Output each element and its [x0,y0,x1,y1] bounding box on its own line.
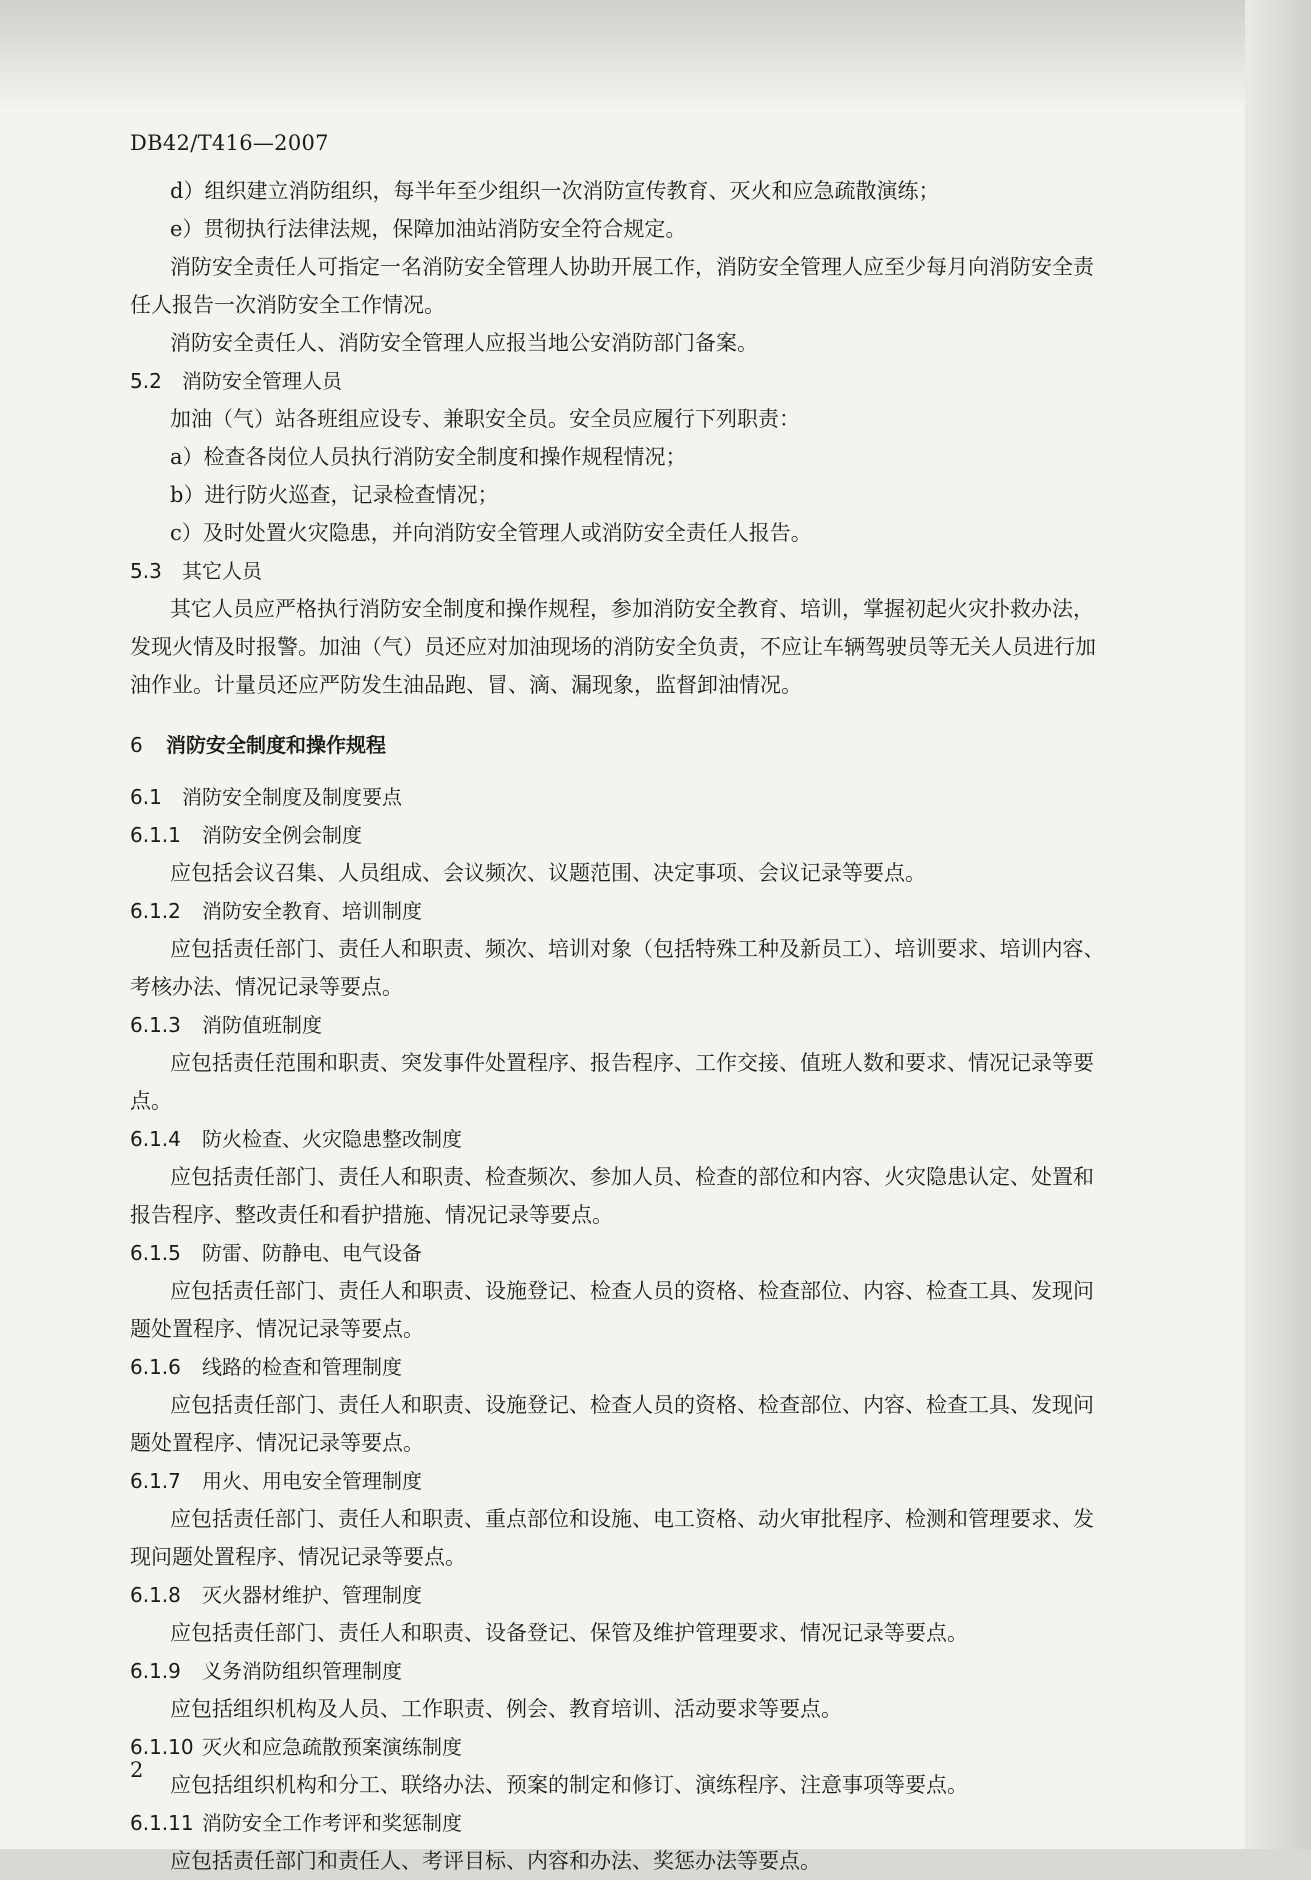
section-number: 6.1.1 [130,823,181,847]
paragraph-line: 油作业。计量员还应严防发生油品跑、冒、滴、漏现象，监督卸油情况。 [130,673,802,697]
section-number: 6.1.6 [130,1355,181,1379]
section-number: 5.2 [130,369,162,393]
section-number: 6.1.3 [130,1013,181,1037]
section-title: 用火、用电安全管理制度 [202,1469,422,1493]
section-heading [130,892,1210,930]
section-title: 线路的检查和管理制度 [202,1355,402,1379]
paragraph-line: d）组织建立消防组织，每半年至少组织一次消防宣传教育、灭火和应急疏散演练； [170,179,940,203]
section-title: 消防安全工作考评和奖惩制度 [202,1811,462,1835]
section-heading [130,816,1210,854]
paragraph-line: 任人报告一次消防安全工作情况。 [130,293,445,317]
paragraph-line: 应包括责任范围和职责、突发事件处置程序、报告程序、工作交接、值班人数和要求、情况记录等要 [170,1051,1094,1075]
section-heading [130,1006,1210,1044]
paragraph-line: e）贯彻执行法律法规，保障加油站消防安全符合规定。 [170,217,687,241]
paragraph-line: 其它人员应严格执行消防安全制度和操作规程，参加消防安全教育、培训，掌握初起火灾扑救办法， [170,597,1094,621]
paragraph-line: 消防安全责任人、消防安全管理人应报当地公安消防部门备案。 [170,331,758,355]
paragraph-line: 应包括责任部门、责任人和职责、设施登记、检查人员的资格、检查部位、内容、检查工具、发现问 [170,1393,1094,1417]
scan-shadow [0,0,1245,110]
paragraph-line: 加油（气）站各班组应设专、兼职安全员。安全员应履行下列职责： [170,407,800,431]
section-heading [130,1652,1210,1690]
page-number: 2 [130,1758,144,1782]
section-number: 6.1.10 [130,1735,194,1759]
document-body [130,172,1210,1880]
section-heading [130,1804,1210,1842]
section-number: 6.1.2 [130,899,181,923]
paragraph-line: 应包括责任部门、责任人和职责、设施登记、检查人员的资格、检查部位、内容、检查工具、发现问 [170,1279,1094,1303]
section-heading [130,778,1210,816]
paragraph-line: 应包括责任部门、责任人和职责、检查频次、参加人员、检查的部位和内容、火灾隐患认定、处置和 [170,1165,1094,1189]
paragraph-line: 应包括组织机构及人员、工作职责、例会、教育培训、活动要求等要点。 [170,1697,842,1721]
section-number: 6.1 [130,785,162,809]
paragraph-line: 题处置程序、情况记录等要点。 [130,1431,424,1455]
section-number: 6.1.11 [130,1811,194,1835]
section-heading [130,1728,1210,1766]
section-number: 6.1.4 [130,1127,181,1151]
paragraph-line: 消防安全责任人可指定一名消防安全管理人协助开展工作，消防安全管理人应至少每月向消防安全责 [170,255,1094,279]
section-number: 6.1.5 [130,1241,181,1265]
paragraph-line: b）进行防火巡查，记录检查情况； [170,483,499,507]
section-title: 防雷、防静电、电气设备 [202,1241,422,1265]
section-number: 5.3 [130,559,162,583]
document-code: DB42/T416—2007 [130,131,329,155]
section-number: 6.1.7 [130,1469,181,1493]
section-title: 灭火和应急疏散预案演练制度 [202,1735,462,1759]
section-title: 消防安全制度和操作规程 [166,733,386,757]
paragraph-line: 应包括责任部门、责任人和职责、频次、培训对象（包括特殊工种及新员工）、培训要求、培训内容、 [170,937,1105,961]
paragraph-line: a）检查各岗位人员执行消防安全制度和操作规程情况； [170,445,687,469]
section-number: 6.1.9 [130,1659,181,1683]
section-number: 6.1.8 [130,1583,181,1607]
paragraph-line: 发现火情及时报警。加油（气）员还应对加油现场的消防安全负责，不应让车辆驾驶员等无关人员进行加 [130,635,1096,659]
section-title: 义务消防组织管理制度 [202,1659,402,1683]
section-heading [130,1120,1210,1158]
paragraph-line: 题处置程序、情况记录等要点。 [130,1317,424,1341]
paragraph-line: 点。 [130,1089,172,1113]
paragraph-line: 应包括责任部门、责任人和职责、重点部位和设施、电工资格、动火审批程序、检测和管理要求、发 [170,1507,1094,1531]
paragraph-line: 应包括组织机构和分工、联络办法、预案的制定和修订、演练程序、注意事项等要点。 [170,1773,968,1797]
section-title: 其它人员 [182,559,262,583]
paragraph-line: 现问题处置程序、情况记录等要点。 [130,1545,466,1569]
paragraph-line: 考核办法、情况记录等要点。 [130,975,403,999]
section-heading [130,1348,1210,1386]
section-title: 消防安全管理人员 [182,369,342,393]
section-heading [130,1462,1210,1500]
section-title: 灭火器材维护、管理制度 [202,1583,422,1607]
section-heading [130,1234,1210,1272]
paragraph-line: 报告程序、整改责任和看护措施、情况记录等要点。 [130,1203,613,1227]
paragraph-line: 应包括会议召集、人员组成、会议频次、议题范围、决定事项、会议记录等要点。 [170,861,926,885]
section-title: 防火检查、火灾隐患整改制度 [202,1127,462,1151]
section-heading [130,552,1210,590]
paragraph-line: c）及时处置火灾隐患，并向消防安全管理人或消防安全责任人报告。 [170,521,812,545]
page-edge [1245,0,1311,1849]
section-title: 消防安全例会制度 [202,823,362,847]
section-title: 消防安全教育、培训制度 [202,899,422,923]
section-heading [130,1576,1210,1614]
paragraph-line: 应包括责任部门、责任人和职责、设备登记、保管及维护管理要求、情况记录等要点。 [170,1621,968,1645]
paragraph-line: 应包括责任部门和责任人、考评目标、内容和办法、奖惩办法等要点。 [170,1849,821,1873]
chapter-heading [130,726,1210,764]
section-title: 消防安全制度及制度要点 [182,785,402,809]
section-heading [130,362,1210,400]
section-number: 6 [130,733,143,757]
section-title: 消防值班制度 [202,1013,322,1037]
